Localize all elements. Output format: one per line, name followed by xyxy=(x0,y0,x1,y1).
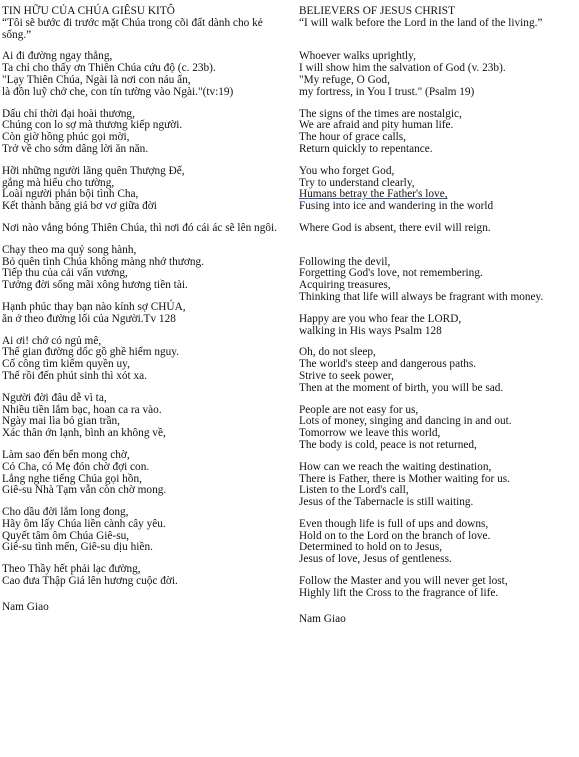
poem-line: "Lạy Thiên Chúa, Ngài là nơi con náu ẩn, xyxy=(2,73,191,86)
poem-line: Loài người phản bội tình Cha, xyxy=(2,188,139,201)
poem-line: Whoever walks uprightly, xyxy=(299,50,416,63)
poem-line: Cao đưa Thập Giá lên hương cuộc đời. xyxy=(2,575,178,588)
poem-line: We are afraid and pity human life. xyxy=(299,119,454,132)
poem-line: Chúng con lo sợ mà thương kiếp người. xyxy=(2,119,183,132)
poem-line: I will show him the salvation of God (v. 23b). xyxy=(299,62,506,75)
poem-line: Tưởng đời sống mãi xông hương tiền tài. xyxy=(2,279,188,292)
poem-line: Cố công tìm kiếm quyền uy, xyxy=(2,358,130,371)
stanza xyxy=(2,109,289,156)
poem-line: Ai đi đường ngay thẳng, xyxy=(2,50,113,63)
english-poem-column xyxy=(299,6,577,625)
stanza xyxy=(2,393,289,440)
poem-line: “Tôi sẽ bước đi trước mặt Chúa trong cõi đất dành cho kẻ sống.” xyxy=(2,16,263,41)
poem-line: Jesus of love, Jesus of gentleness. xyxy=(299,553,452,566)
stanza xyxy=(299,51,577,98)
stanza xyxy=(2,18,289,42)
stanza xyxy=(299,405,577,452)
poem-line: Happy are you who fear the LORD, xyxy=(299,312,462,325)
poem-line: Quyết tâm ôm Chúa Giê-su, xyxy=(2,529,130,542)
stanza xyxy=(299,314,577,338)
poem-line: ăn ở theo đường lối của Người.Tv 128 xyxy=(2,312,176,325)
vietnamese-poem-column xyxy=(2,6,289,614)
poem-line: Following the devil, xyxy=(299,255,391,268)
stanza xyxy=(2,245,289,292)
poem-line: Then at the moment of birth, you will be sad. xyxy=(299,381,504,394)
poem-line: The hour of grace calls, xyxy=(299,131,406,144)
poem-line: Dấu chỉ thời đại hoài thương, xyxy=(2,107,135,120)
poem-line: Giê-su tình mến, Giê-su dịu hiền. xyxy=(2,541,153,554)
stanza xyxy=(299,257,577,304)
poem-line: Ta chỉ cho thấy ơn Thiên Chúa cứu độ (c. 23b). xyxy=(2,62,216,75)
poem-line: Determined to hold on to Jesus, xyxy=(299,541,443,554)
poem-line: Thinking that life will always be fragrant with money. xyxy=(299,290,544,303)
poem-line: Hạnh phúc thay bạn nào kính sợ CHÚA, xyxy=(2,300,186,313)
vietnamese-title: TIN HỮU CỦA CHÚA GIÊSU KITÔ xyxy=(2,5,175,17)
poem-line: Lắng nghe tiếng Chúa gọi hồn, xyxy=(2,472,142,485)
poem-line: Theo Thầy hết phải lạc đường, xyxy=(2,563,141,576)
poem-line: “I will walk before the Lord in the land of the living.” xyxy=(299,16,543,29)
poem-line: Return quickly to repentance. xyxy=(299,142,433,155)
poem-line: Nơi nào vắng bóng Thiên Chúa, thì nơi đó cái ác sẽ lên ngôi. xyxy=(2,221,277,234)
poem-line: Fusing into ice and wandering in the world xyxy=(299,200,494,213)
stanza xyxy=(299,18,577,42)
poem-line-spacer xyxy=(299,30,577,42)
english-title: BELIEVERS OF JESUS CHRIST xyxy=(299,5,455,17)
stanza xyxy=(2,302,289,326)
poem-line: How can we reach the waiting destination, xyxy=(299,460,492,473)
poem-line: là đồn luỹ chở che, con tín tường vào Ngài."(tv:19) xyxy=(2,85,234,98)
poem-line: Ai ơi! chớ có ngủ mê, xyxy=(2,334,102,347)
poem-line: Có Cha, có Mẹ đón chờ đợi con. xyxy=(2,460,150,473)
stanza xyxy=(299,519,577,566)
poem-line: Còn giờ hồng phúc gọi mời, xyxy=(2,131,130,144)
poem-line: You who forget God, xyxy=(299,164,395,177)
stanza xyxy=(2,336,289,383)
author-signature: Nam Giao xyxy=(2,600,49,613)
stanza xyxy=(299,109,577,156)
poem-line: Forgetting God's love, not remembering. xyxy=(299,267,483,280)
poem-line: Humans betray the Father's love, xyxy=(299,188,448,201)
poem-line: The signs of the times are nostalgic, xyxy=(299,107,462,120)
stanza xyxy=(299,166,577,213)
poem-line: Thế gian đường dốc gồ ghề hiểm nguy. xyxy=(2,346,180,359)
poem-line: Thế rồi đến phút sinh thì xót xa. xyxy=(2,369,147,382)
poem-line: Jesus of the Tabernacle is still waiting. xyxy=(299,496,474,509)
stanza xyxy=(299,223,577,247)
poem-line: Bỏ quên tình Chúa không màng nhớ thương. xyxy=(2,255,204,268)
stanza xyxy=(2,564,289,588)
poem-line: Listen to the Lord's call, xyxy=(299,484,409,497)
poem-line: Hold on to the Lord on the branch of love. xyxy=(299,529,491,542)
stanza xyxy=(299,462,577,509)
poem-line: Kết thành băng giá bơ vơ giữa đời xyxy=(2,200,157,213)
poem-line: Oh, do not sleep, xyxy=(299,346,376,359)
poem-line: There is Father, there is Mother waiting for us. xyxy=(299,472,510,485)
poem-line: Trở về cho sớm dâng lời ăn năn. xyxy=(2,142,149,155)
poem-line: Hãy ôm lấy Chúa liền cành cây yêu. xyxy=(2,517,166,530)
stanza xyxy=(2,223,289,235)
author-signature: Nam Giao xyxy=(299,612,346,625)
poem-line: The body is cold, peace is not returned, xyxy=(299,438,477,451)
poem-line: Try to understand clearly, xyxy=(299,176,415,189)
poem-line: Cho dầu đời lắm long đong, xyxy=(2,506,129,519)
poem-line: "My refuge, O God, xyxy=(299,73,390,86)
poem-line: Strive to seek power, xyxy=(299,369,394,382)
vietnamese-stanzas xyxy=(2,18,289,588)
english-stanzas xyxy=(299,18,577,600)
poem-line: Follow the Master and you will never get lost, xyxy=(299,575,508,588)
stanza xyxy=(299,576,577,600)
poem-line-spacer xyxy=(299,235,577,247)
poem-line: my fortress, in You I trust." (Psalm 19) xyxy=(299,85,475,98)
poem-line: Hỡi những người lãng quên Thượng Đế, xyxy=(2,164,185,177)
stanza xyxy=(2,450,289,497)
poem-line: Nhiều tiền lắm bạc, hoan ca ra vào. xyxy=(2,403,162,416)
poem-line: People are not easy for us, xyxy=(299,403,419,416)
stanza xyxy=(299,347,577,394)
stanza xyxy=(2,51,289,98)
poem-line: Người đời đâu dễ vì ta, xyxy=(2,391,107,404)
poem-line: The world's steep and dangerous paths. xyxy=(299,358,477,371)
poem-line: Lots of money, singing and dancing in and out. xyxy=(299,415,512,428)
poem-line: Even though life is full of ups and downs, xyxy=(299,517,489,530)
stanza xyxy=(2,166,289,213)
stanza xyxy=(2,507,289,554)
poem-line: Tiếp thu của cải vấn vương, xyxy=(2,267,128,280)
poem-line: Where God is absent, there evil will reign. xyxy=(299,221,491,234)
poem-line: gắng mà hiểu cho tường, xyxy=(2,176,115,189)
poem-line: Giê-su Nhà Tạm vẫn còn chờ mong. xyxy=(2,484,167,497)
poem-line: Acquiring treasures, xyxy=(299,279,391,292)
poem-line: Ngày mai lìa bỏ gian trần, xyxy=(2,415,120,428)
poem-line: Highly lift the Cross to the fragrance of life. xyxy=(299,586,499,599)
poem-line: Xác thân ớn lạnh, bình an không về, xyxy=(2,427,166,440)
poem-line: Tomorrow we leave this world, xyxy=(299,427,441,440)
poem-line: Chạy theo ma quỷ song hành, xyxy=(2,243,137,256)
poem-line: walking in His ways Psalm 128 xyxy=(299,324,442,337)
poem-line: Làm sao đến bến mong chờ, xyxy=(2,448,130,461)
